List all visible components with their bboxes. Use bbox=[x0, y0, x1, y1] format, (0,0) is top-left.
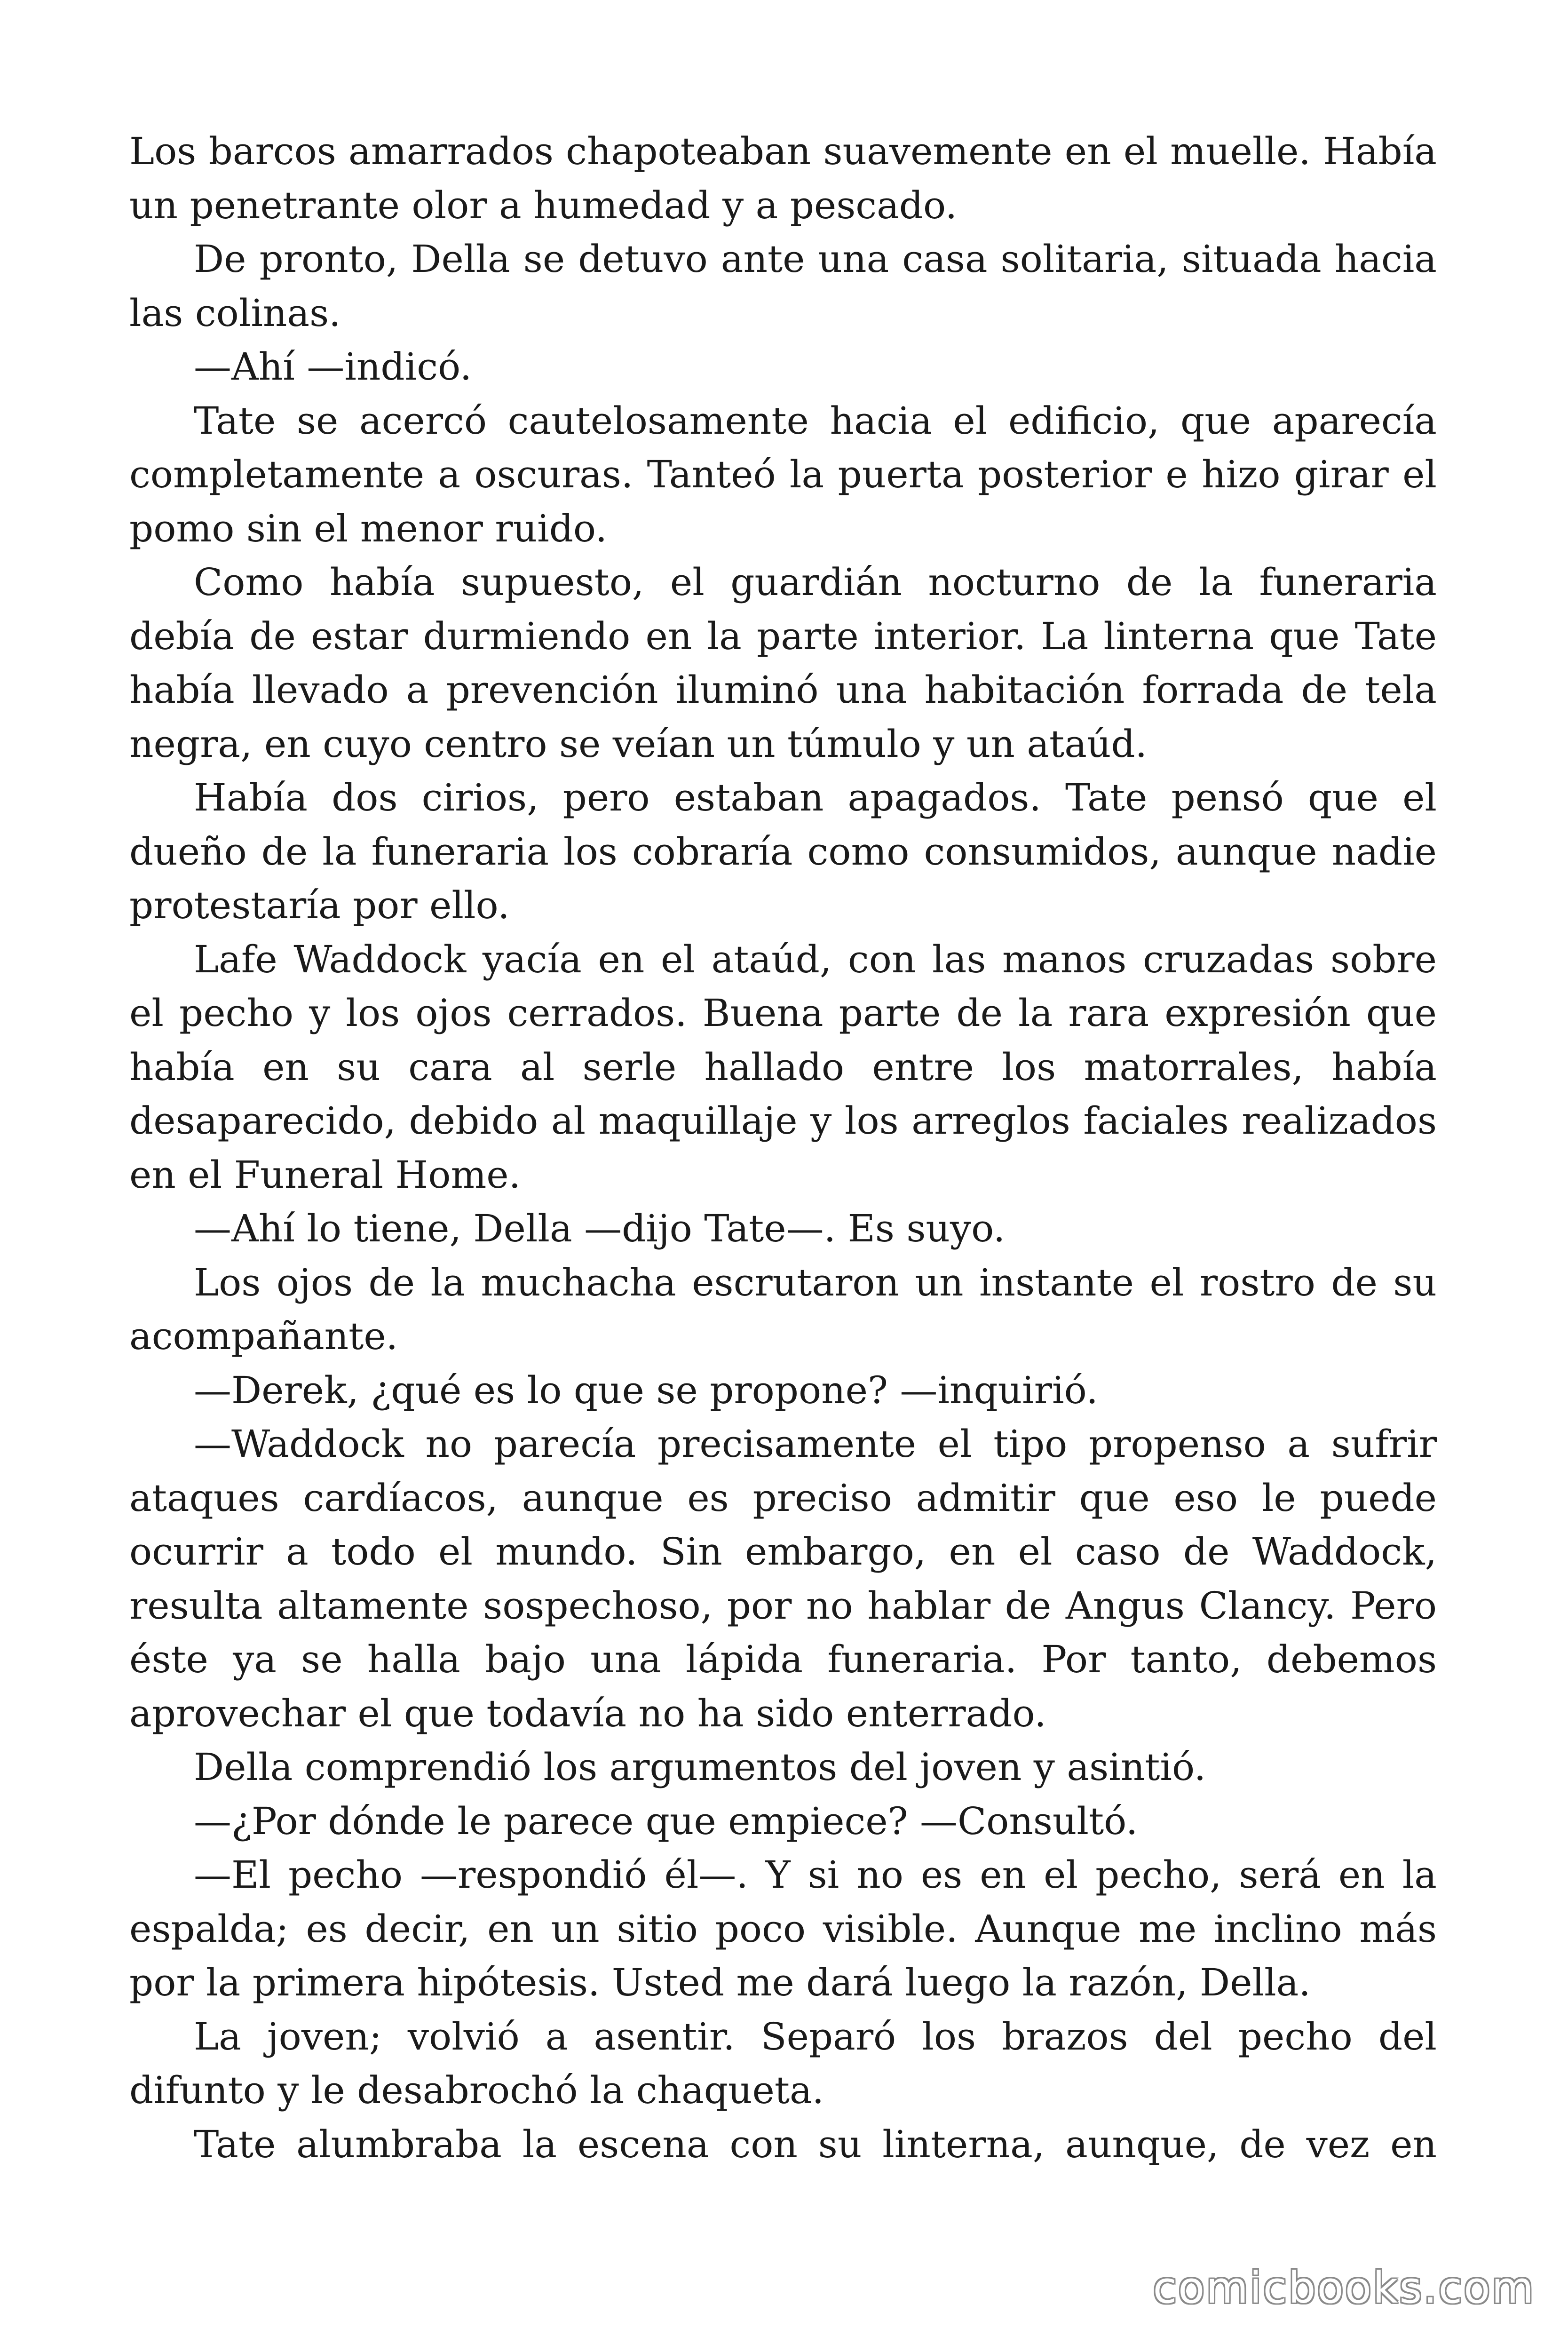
page-text bbox=[129, 125, 1437, 2171]
paragraph: —El pecho —respondió él—. Y si no es en el pecho, será en la espalda; es decir, en un sitio poco visible. Aunque me inclino más por la primera hipótesis. Usted me dará luego la razón, Della. bbox=[129, 1853, 1437, 2004]
paragraph: Tate alumbraba la escena con su linterna, aunque, de vez en bbox=[194, 2122, 1437, 2166]
paragraph: —Waddock no parecía precisamente el tipo propenso a sufrir ataques cardíacos, aunque es preciso admitir que eso le puede ocurrir a todo el mundo. Sin embargo, en el caso de Waddock, resulta altamente sospechoso, por no hablar de Angus Clancy. Pero éste ya se halla bajo una lápida funeraria. Por tanto, debemos aprovechar el que todavía no ha sido enterrado. bbox=[129, 1422, 1437, 1735]
paragraph: —¿Por dónde le parece que empiece? —Consultó. bbox=[194, 1799, 1138, 1843]
paragraph: —Ahí lo tiene, Della —dijo Tate—. Es suyo. bbox=[194, 1207, 1006, 1250]
paragraph: Della comprendió los argumentos del joven y asintió. bbox=[194, 1745, 1206, 1789]
paragraph: Lafe Waddock yacía en el ataúd, con las manos cruzadas sobre el pecho y los ojos cerrados. Buena parte de la rara expresión que había en su cara al serle hallado entre los matorrales, había desaparecido, debido al maquillaje y los arreglos faciales realizados en el Funeral Home. bbox=[129, 937, 1437, 1197]
paragraph: La joven; volvió a asentir. Separó los brazos del pecho del difunto y le desabrochó la chaqueta. bbox=[129, 2014, 1437, 2112]
paragraph: Había dos cirios, pero estaban apagados. Tate pensó que el dueño de la funeraria los cobraría como consumidos, aunque nadie protestaría por ello. bbox=[129, 776, 1437, 927]
paragraph: Como había supuesto, el guardián nocturno de la funeraria debía de estar durmiendo en la parte interior. La linterna que Tate había llevado a prevención iluminó una habitación forrada de tela negra, en cuyo centro se veían un túmulo y un ataúd. bbox=[129, 560, 1437, 766]
paragraph: Los ojos de la muchacha escrutaron un instante el rostro de su acompañante. bbox=[129, 1260, 1437, 1358]
paragraph: —Ahí —indicó. bbox=[194, 345, 472, 389]
paragraph: De pronto, Della se detuvo ante una casa solitaria, situada hacia las colinas. bbox=[129, 237, 1437, 335]
paragraph: Tate se acercó cautelosamente hacia el edificio, que aparecía completamente a oscuras. Tanteó la puerta posterior e hizo girar el pomo sin el menor ruido. bbox=[129, 398, 1437, 550]
paragraph: —Derek, ¿qué es lo que se propone? —inquirió. bbox=[194, 1368, 1098, 1412]
paragraph: Los barcos amarrados chapoteaban suavemente en el muelle. Había un penetrante olor a humedad y a pescado. bbox=[129, 129, 1437, 227]
watermark: comicbooks.com bbox=[1153, 2263, 1535, 2313]
